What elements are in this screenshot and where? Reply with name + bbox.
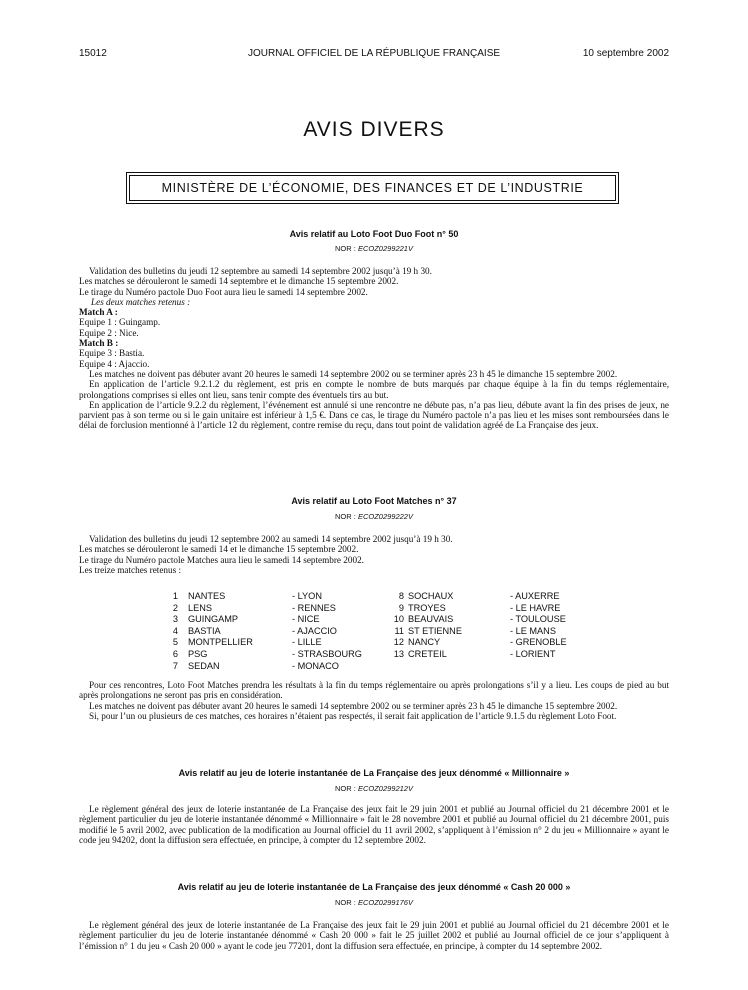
notice-title: Avis relatif au jeu de loterie instantanée de La Française des jeux dénommé « Cash 20 000 » — [177, 882, 571, 892]
match-number: 13 — [393, 648, 404, 659]
paragraph: Si, pour l’un ou plusieurs de ces matches, ces horaires n’étaient pas respectés, il serait fait application de l’article 9.1.5 du règlement Loto Foot. — [89, 710, 617, 721]
paragraph: Le règlement général des jeux de loterie instantanée de La Française des jeux fait le 29 juin 2001 et publié au Journal officiel du 21 décembre 2001 et le règlement particulier du jeu de loterie instantanée dénommé « Millionnaire » fait le 28 novembre 2001 et publié au Journal officiel du 21 décembre 2001, puis modifié le 5 avril 2002, avec publication de la modification au Journal officiel du 11 avril 2002, s’appliquent à l’émission n° 2 du jeu « Millionnaire » ayant le code jeu 94202, dont la diffusion sera effectuée, en principe, à compter du 12 septembre 2002. — [79, 804, 669, 845]
paragraph: Le tirage du Numéro pactole Matches aura lieu le samedi 14 septembre 2002. — [79, 554, 364, 565]
match-heading: Match B : — [79, 338, 119, 349]
page-number: 15012 — [79, 48, 107, 59]
paragraph: Les matches ne doivent pas débuter avant 20 heures le samedi 14 septembre 2002 ou se terminer après 23 h 45 le dimanche 15 septembre 2002. — [89, 368, 618, 379]
table-row — [170, 637, 590, 649]
paragraph: Les deux matches retenus : — [91, 296, 191, 307]
nor-reference — [0, 784, 748, 793]
paragraph: Validation des bulletins du jeudi 12 septembre au samedi 14 septembre 2002 jusqu’à 19 h 30. — [89, 266, 432, 276]
notice-title: Avis relatif au Loto Foot Matches n° 37 — [291, 496, 457, 506]
home-team: GUINGAMP — [188, 614, 239, 625]
journal-title: JOURNAL OFFICIEL DE LA RÉPUBLIQUE FRANÇAISE — [247, 48, 501, 59]
match-number: 6 — [172, 648, 178, 659]
match-number: 4 — [172, 625, 178, 636]
notice-title: Avis relatif au jeu de loterie instantanée de La Française des jeux dénommé « Millionnaire » — [178, 768, 570, 778]
nor-reference — [0, 898, 748, 907]
away-team: - GRENOBLE — [510, 637, 567, 648]
nor-code: ECOZ0299222V — [357, 512, 413, 521]
paragraph: Equipe 1 : Guingamp. — [79, 317, 161, 328]
notice-body — [79, 680, 669, 721]
home-team: BASTIA — [188, 625, 221, 636]
match-number: 2 — [172, 602, 178, 613]
home-team: CRETEIL — [408, 648, 447, 659]
nor-code: ECOZ0299176V — [357, 898, 413, 907]
home-team: NANCY — [408, 637, 441, 648]
paragraph: Les matches se dérouleront le samedi 14 et le dimanche 15 septembre 2002. — [79, 544, 359, 555]
nor-code: ECOZ0299212V — [357, 784, 413, 793]
away-team: - MONACO — [292, 660, 339, 671]
table-row — [170, 614, 590, 626]
page-title: AVIS DIVERS — [303, 118, 445, 141]
paragraph: Equipe 2 : Nice. — [79, 327, 139, 338]
away-team: - STRASBOURG — [292, 648, 362, 659]
ministry-name: MINISTÈRE DE L’ÉCONOMIE, DES FINANCES ET DE L’INDUSTRIE — [129, 175, 616, 201]
paragraph: Equipe 3 : Bastia. — [79, 348, 145, 359]
table-row — [170, 626, 590, 638]
match-number: 1 — [172, 591, 178, 601]
nor-code: ECOZ0299221V — [357, 244, 413, 253]
paragraph: Pour ces rencontres, Loto Foot Matches prendra les résultats à la fin du temps réglementaire ou après prolongations s’il y a lieu. Les coups de pied au but après prolongations ne seront pas pris en considération. — [79, 680, 669, 701]
match-number: 5 — [172, 637, 178, 648]
table-row — [170, 591, 590, 603]
paragraph: Les treize matches retenus : — [79, 564, 182, 575]
home-team: SOCHAUX — [408, 591, 454, 601]
home-team: TROYES — [408, 602, 446, 613]
home-team: LENS — [188, 602, 213, 613]
nor-label: NOR : — [335, 898, 356, 907]
home-team: MONTPELLIER — [188, 637, 253, 648]
table-row — [170, 661, 590, 673]
match-number: 9 — [398, 602, 404, 613]
paragraph: Les matches ne doivent pas débuter avant 20 heures le samedi 14 septembre 2002 ou se terminer après 23 h 45 le dimanche 15 septembre 2002. — [89, 700, 618, 711]
notice-body — [79, 266, 669, 431]
nor-label: NOR : — [335, 512, 356, 521]
paragraph: Validation des bulletins du jeudi 12 septembre 2002 au samedi 14 septembre 2002 jusqu’à 19 h 30. — [89, 534, 453, 544]
match-number: 11 — [394, 625, 404, 636]
match-number: 8 — [398, 591, 404, 601]
away-team: - LE HAVRE — [510, 602, 561, 613]
match-number: 3 — [172, 614, 178, 625]
paragraph: En application de l’article 9.2.1.2 du règlement, est pris en compte le nombre de buts marqués par chaque équipe à la fin du temps réglementaire, prolongations comprises si elles ont lieu, sans tenir compte des éventuels tirs au but. — [79, 379, 669, 400]
ministry-box — [126, 172, 619, 204]
paragraph: En application de l’article 9.2.2 du règlement, l’événement est annulé si une rencontre ne débute pas, n’a pas lieu, débute avant la fin des prises de jeux, ne parvient pas à son terme ou si le gain unitaire est inférieur à 1,5 €. Dans ce cas, le tirage du Numéro pactole n’a pas lieu et les mises sont remboursées dans le délai de forclusion mentionné à l’article 12 du règlement, contre remise du reçu, dans tout point de validation agréé de La Française des jeux. — [79, 399, 669, 431]
away-team: - RENNES — [292, 602, 336, 613]
paragraph: Equipe 4 : Ajaccio. — [79, 358, 150, 369]
paragraph: Les matches se dérouleront le samedi 14 septembre et le dimanche 15 septembre 2002. — [79, 276, 399, 287]
away-team: - TOULOUSE — [510, 614, 566, 625]
table-row — [170, 649, 590, 661]
notice-body — [79, 804, 669, 845]
away-team: - NICE — [292, 614, 320, 625]
matches-table — [170, 591, 590, 672]
running-header — [79, 48, 669, 62]
issue-date: 10 septembre 2002 — [582, 48, 669, 59]
notice-title: Avis relatif au Loto Foot Duo Foot n° 50 — [289, 229, 459, 239]
nor-reference — [0, 512, 748, 521]
home-team: PSG — [188, 648, 208, 659]
nor-reference — [0, 244, 748, 253]
match-number: 7 — [172, 660, 178, 671]
notice-body — [79, 534, 669, 575]
away-team: - AUXERRE — [510, 591, 560, 601]
home-team: BEAUVAIS — [408, 614, 454, 625]
away-team: - LE MANS — [510, 625, 556, 636]
match-number: 10 — [393, 614, 404, 625]
home-team: NANTES — [188, 591, 226, 601]
away-team: - LORIENT — [510, 648, 556, 659]
nor-label: NOR : — [335, 244, 356, 253]
home-team: SEDAN — [188, 660, 220, 671]
away-team: - AJACCIO — [292, 625, 337, 636]
table-row — [170, 603, 590, 615]
match-heading: Match A : — [79, 307, 118, 318]
home-team: ST ETIENNE — [408, 625, 462, 636]
nor-label: NOR : — [335, 784, 356, 793]
paragraph: Le tirage du Numéro pactole Duo Foot aura lieu le samedi 14 septembre 2002. — [79, 286, 368, 297]
paragraph: Le règlement général des jeux de loterie instantanée de La Française des jeux fait le 29 juin 2001 et publié au Journal officiel du 21 décembre 2001 et le règlement particulier du jeu de loterie instantanée dénommé « Cash 20 000 » fait le 25 juillet 2002 et publié au Journal officiel de ce jour s’appliquent à l’émission n° 1 du jeu « Cash 20 000 » ayant le code jeu 77201, dont la diffusion sera effectuée, en principe, à compter du 14 septembre 2002. — [79, 920, 669, 951]
away-team: - LILLE — [292, 637, 322, 648]
away-team: - LYON — [292, 591, 322, 601]
match-number: 12 — [393, 637, 404, 648]
notice-body — [79, 920, 669, 951]
